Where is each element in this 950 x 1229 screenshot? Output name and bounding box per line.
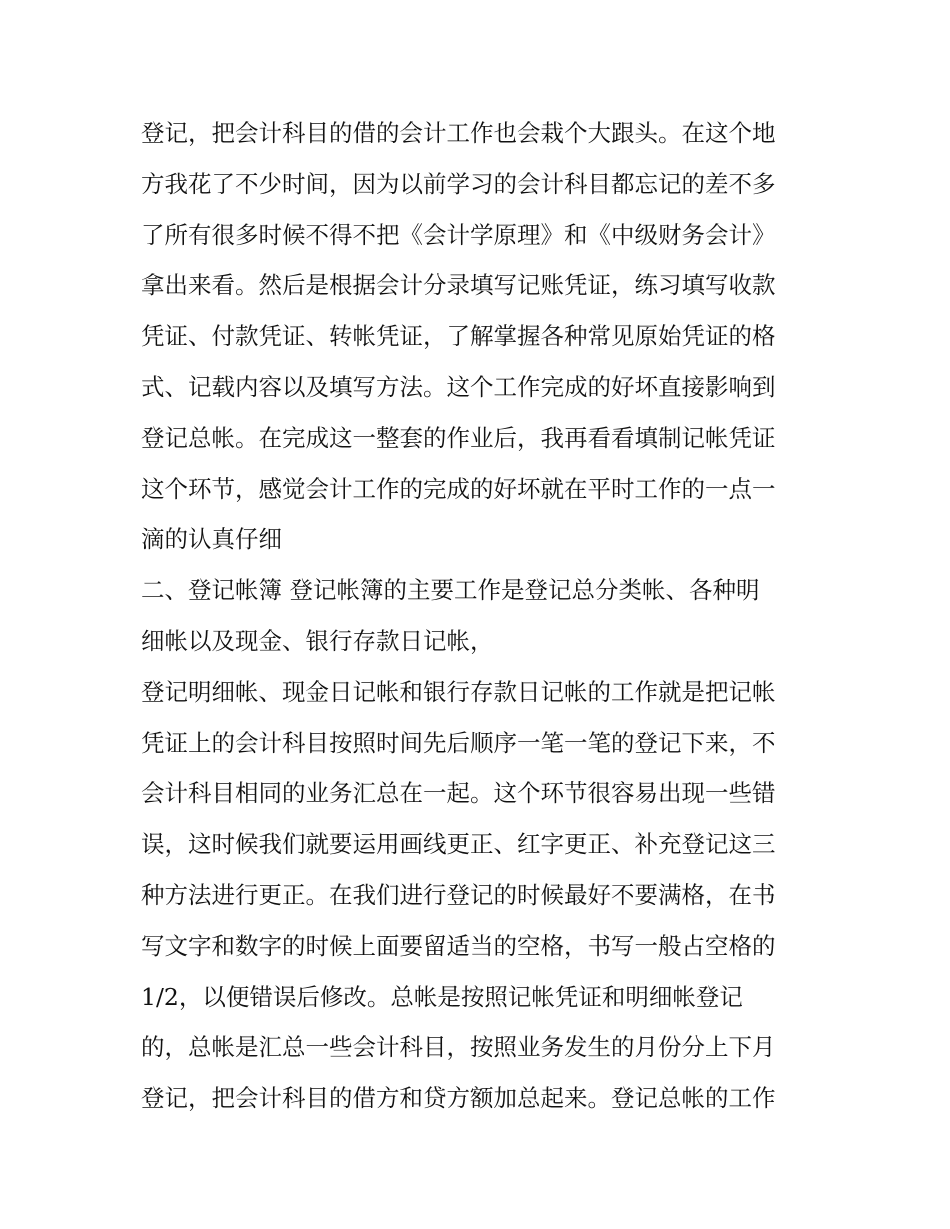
section-heading-line: 二、登记帐簿 登记帐簿的主要工作是登记总分类帐、各种明 <box>141 576 760 605</box>
text-line: 拿出来看。然后是根据会计分录填写记账凭证，练习填写收款 <box>141 271 776 300</box>
text-line: 了所有很多时候不得不把《会计学原理》和《中级财务会计》 <box>141 220 776 249</box>
text-line: 1/2，以便错误后修改。总帐是按照记帐凭证和明细帐登记 <box>141 982 743 1011</box>
text-line: 登记，把会计科目的借方和贷方额加总起来。登记总帐的工作 <box>141 1084 776 1113</box>
text-line: 凭证上的会计科目按照时间先后顺序一笔一笔的登记下来，不 <box>141 728 776 757</box>
text-line: 种方法进行更正。在我们进行登记的时候最好不要满格，在书 <box>141 880 776 909</box>
text-line: 写文字和数字的时候上面要留适当的空格，书写一般占空格的 <box>141 931 776 960</box>
text-line: 凭证、付款凭证、转帐凭证，了解掌握各种常见原始凭证的格 <box>141 322 776 351</box>
text-line: 方我花了不少时间，因为以前学习的会计科目都忘记的差不多 <box>141 169 776 198</box>
text-line: 登记明细帐、现金日记帐和银行存款日记帐的工作就是把记帐 <box>141 677 776 706</box>
text-line: 会计科目相同的业务汇总在一起。这个环节很容易出现一些错 <box>141 779 776 808</box>
text-line: 细帐以及现金、银行存款日记帐， <box>141 626 494 655</box>
text-line: 式、记载内容以及填写方法。这个工作完成的好坏直接影响到 <box>141 372 776 401</box>
text-line: 滴的认真仔细 <box>141 525 282 554</box>
text-line: 的，总帐是汇总一些会计科目，按照业务发生的月份分上下月 <box>141 1033 776 1062</box>
text-line: 这个环节，感觉会计工作的完成的好坏就在平时工作的一点一 <box>141 474 776 503</box>
text-line: 登记，把会计科目的借的会计工作也会栽个大跟头。在这个地 <box>141 119 776 147</box>
document-body <box>141 108 821 1124</box>
text-line: 登记总帐。在完成这一整套的作业后，我再看看填制记帐凭证 <box>141 423 776 452</box>
text-line: 误，这时候我们就要运用画线更正、红字更正、补充登记这三 <box>141 830 776 859</box>
